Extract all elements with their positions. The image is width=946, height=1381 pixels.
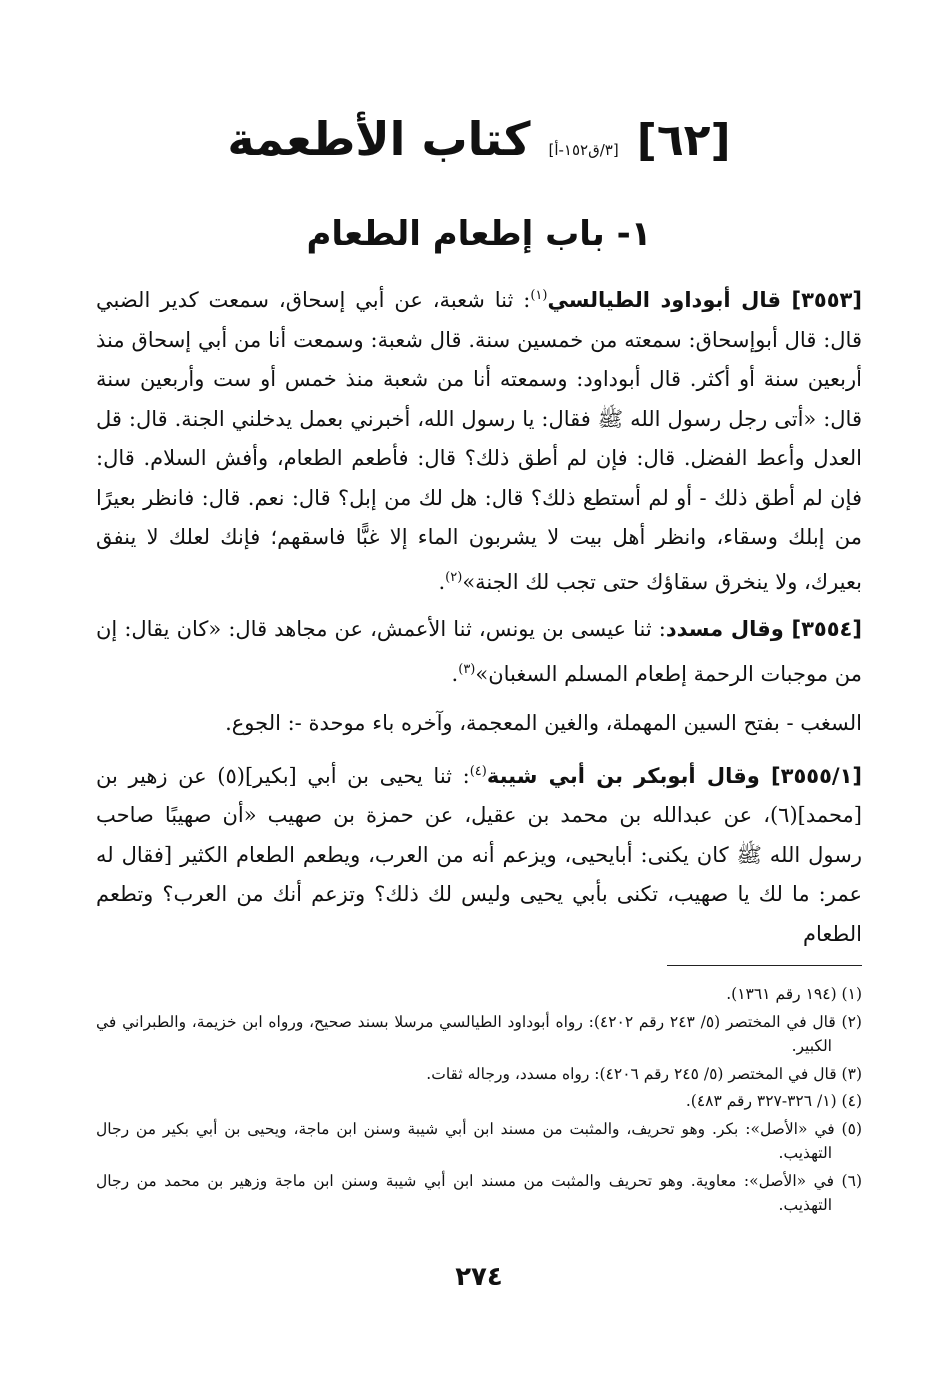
book-number: [٦٢] bbox=[636, 115, 731, 166]
footnote-marker: (٢) bbox=[445, 569, 463, 585]
hadith-header: [٣٥٥٥/١] وقال أبوبكر بن أبي شيبة bbox=[486, 763, 862, 788]
footnote: (٤) (١/ ٣٢٦-٣٢٧ رقم ٤٨٣). bbox=[685, 1092, 862, 1110]
book-title: كتاب الأطعمة bbox=[227, 112, 531, 166]
hadith-end: . bbox=[451, 661, 459, 686]
footnote-marker: (١) bbox=[530, 288, 548, 303]
footnote: (٦) في «الأصل»: معاوية. وهو تحريف والمثبت من مسند ابن أبي شيبة وسنن ابن ماجة وزهير بن محمد من رجال التهذيب. bbox=[96, 1171, 862, 1214]
chapter-title: ١- باب إطعام الطعام bbox=[306, 214, 652, 254]
hadith-text: : ثنا شعبة، عن أبي إسحاق، سمعت كدير الضبي قال: قال أبوإسحاق: سمعته من خمسين سنة. قال شعبة: وسمعت أنا من أبي إسحاق منذ أربعين سنة أو أكثر. قال أبوداود: وسمعته أنا من شعبة منذ خمس أو ست وأربعين سنة قال: «أتى رجل رسول الله ﷺ فقال: يا رسول الله، أخبرني بعمل يدخلني الجنة. قال: قل العدل وأعط الفضل. قال: فإن لم أطق ذلك؟ قال: فأطعم الطعام، وأفش السلام. قال: فإن لم أطق ذلك - أو لم أستطع ذلك؟ قال: هل لك من إبل؟ قال: نعم. قال: فانظر بعيرًا من إبلك وسقاء، وانظر أهل بيت لا يشربون الماء إلا غبًّا فاسقهم؛ فإنك لعلك لا ينفق بعيرك، ولا ينخرق سقاؤك حتى تجب لك الجنة» bbox=[96, 288, 862, 594]
footnote-separator bbox=[667, 965, 862, 966]
footnote: (٣) قال في المختصر (٥/ ٢٤٥ رقم ٤٢٠٦): رواه مسدد، ورجاله ثقات. bbox=[426, 1064, 862, 1083]
main-text bbox=[96, 276, 862, 962]
document-page bbox=[96, 0, 862, 1381]
page-number: ٢٧٤ bbox=[455, 1262, 503, 1292]
footnote: (٥) في «الأصل»: بكر. وهو تحريف، والمثبت من مسند ابن أبي شيبة وسنن ابن ماجة، ويحيى بن أبي بكير من رجال التهذيب. bbox=[96, 1119, 862, 1162]
hadith-paragraph bbox=[96, 752, 862, 955]
gloss-paragraph bbox=[96, 704, 862, 744]
gloss-text: السغب - بفتح السين المهملة، والغين المعجمة، وآخره باء موحدة -: الجوع. bbox=[225, 711, 862, 735]
hadith-end: . bbox=[438, 569, 446, 594]
hadith-text: : ثنا يحيى بن أبي [بكير](٥) عن زهير بن [محمد](٦)، عن عبدالله بن محمد بن عقيل، عن حمزة بن صهيب «أن صهيبًا صاحب رسول الله ﷺ كان يكنى: أبايحيى، ويزعم أنه من العرب، ويطعم الطعام الكثير [فقال له عمر: ما لك يا صهيب، تكنى بأبي يحيى وليس لك ذلك؟ وتزعم أنك من العرب؟ وتطعم الطعام bbox=[96, 763, 862, 946]
manuscript-reference: [٣/ق١٥٢-أ] bbox=[548, 141, 619, 159]
footnotes bbox=[96, 982, 862, 1221]
hadith-text: : ثنا عيسى بن يونس، ثنا الأعمش، عن مجاهد قال: «كان يقال: إن من موجبات الرحمة إطعام المسلم السغبان» bbox=[96, 617, 862, 686]
hadith-paragraph bbox=[96, 276, 862, 602]
book-heading bbox=[96, 112, 862, 166]
footnote-marker: (٣) bbox=[458, 661, 476, 677]
hadith-paragraph bbox=[96, 610, 862, 694]
hadith-header: [٣٥٥٤] وقال مسدد bbox=[665, 617, 862, 641]
hadith-header: [٣٥٥٣] قال أبوداود الطيالسي bbox=[547, 288, 862, 312]
footnote: (٢) قال في المختصر (٥/ ٢٤٣ رقم ٤٢٠٢): رواه أبوداود الطيالسي مرسلا بسند صحيح، ورواه ابن خزيمة، والطبراني في الكبير. bbox=[96, 1012, 862, 1055]
footnote: (١) (١٩٤ رقم ١٣٦١). bbox=[726, 985, 862, 1003]
footnote-marker: (٤) bbox=[469, 763, 487, 779]
